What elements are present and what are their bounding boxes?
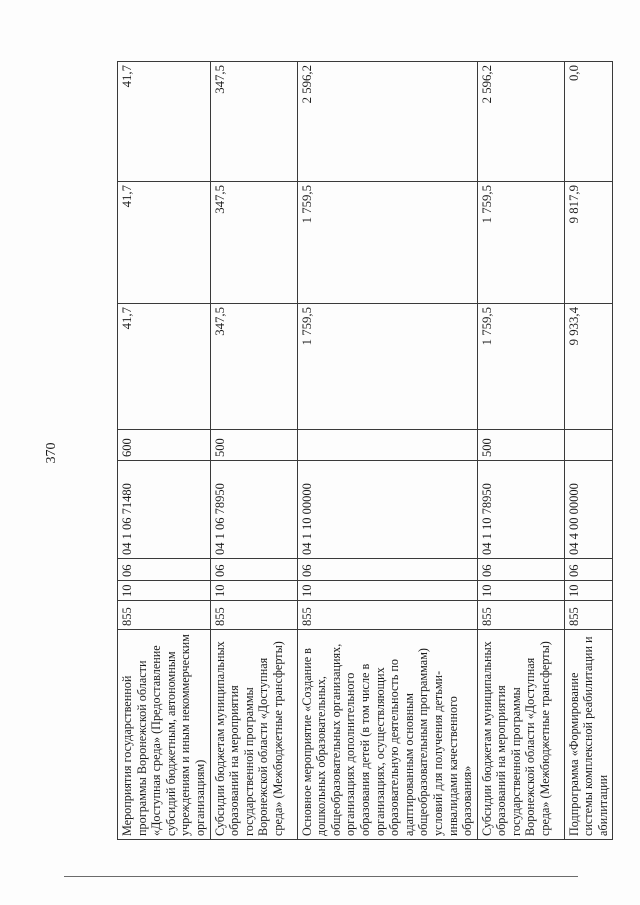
csr-code: 04 1 06 78950 xyxy=(210,461,297,559)
pr-code: 06 xyxy=(210,559,297,581)
grbs-code: 855 xyxy=(297,601,477,630)
pr-code: 06 xyxy=(564,559,613,581)
pr-code: 06 xyxy=(297,559,477,581)
table-row xyxy=(118,62,211,840)
pr-code: 06 xyxy=(477,559,564,581)
value-year-1: 1 759,5 xyxy=(477,304,564,430)
value-year-3: 2 596,2 xyxy=(477,62,564,182)
value-year-1: 9 933,4 xyxy=(564,304,613,430)
rz-code: 10 xyxy=(297,581,477,601)
page-number-text: 370 xyxy=(44,442,59,464)
vr-code: 600 xyxy=(118,430,211,461)
row-name: Мероприятия государственной программы Воронежской области «Доступная среда» (Предоставление субсидий бюджетным, автономным учреждениям и иным некоммерческим организациям) xyxy=(118,630,211,840)
row-name: Основное мероприятие «Создание в дошкольных образовательных, общеобразовательных организациях, организациях дополнительного образования детей (в том числе в организациях, осуществляющих образовательную деятельность по адаптированным основным общеобразовательным программам) условий для получения детьми-инвалидами качественного образования» xyxy=(297,630,477,840)
value-year-3: 0,0 xyxy=(564,62,613,182)
table-row xyxy=(210,62,297,840)
rz-code: 10 xyxy=(564,581,613,601)
csr-code: 04 1 10 00000 xyxy=(297,461,477,559)
table-row xyxy=(297,62,477,840)
rz-code: 10 xyxy=(477,581,564,601)
value-year-2: 9 817,9 xyxy=(564,182,613,304)
value-year-3: 41,7 xyxy=(118,62,211,182)
rz-code: 10 xyxy=(118,581,211,601)
page-divider xyxy=(64,876,578,877)
grbs-code: 855 xyxy=(564,601,613,630)
grbs-code: 855 xyxy=(477,601,564,630)
row-name: Субсидии бюджетам муниципальных образований на мероприятия государственной программы Воронежской области «Доступная среда» (Межбюджетные трансферты) xyxy=(210,630,297,840)
vr-code xyxy=(297,430,477,461)
budget-table-sheet xyxy=(117,62,610,840)
csr-code: 04 1 10 78950 xyxy=(477,461,564,559)
grbs-code: 855 xyxy=(118,601,211,630)
csr-code: 04 4 00 00000 xyxy=(564,461,613,559)
rz-code: 10 xyxy=(210,581,297,601)
row-name: Подпрограмма «Формирование системы комплексной реабилитации и абилитации xyxy=(564,630,613,840)
value-year-2: 41,7 xyxy=(118,182,211,304)
table-row xyxy=(477,62,564,840)
value-year-3: 2 596,2 xyxy=(297,62,477,182)
value-year-2: 1 759,5 xyxy=(297,182,477,304)
value-year-1: 347,5 xyxy=(210,304,297,430)
vr-code xyxy=(564,430,613,461)
row-name: Субсидии бюджетам муниципальных образований на мероприятия государственной программы Воронежской области «Доступная среда» (Межбюджетные трансферты) xyxy=(477,630,564,840)
csr-code: 04 1 06 71480 xyxy=(118,461,211,559)
vr-code: 500 xyxy=(477,430,564,461)
value-year-2: 1 759,5 xyxy=(477,182,564,304)
pr-code: 06 xyxy=(118,559,211,581)
grbs-code: 855 xyxy=(210,601,297,630)
value-year-2: 347,5 xyxy=(210,182,297,304)
budget-table xyxy=(117,61,613,840)
value-year-1: 41,7 xyxy=(118,304,211,430)
value-year-3: 347,5 xyxy=(210,62,297,182)
table-row xyxy=(564,62,613,840)
value-year-1: 1 759,5 xyxy=(297,304,477,430)
vr-code: 500 xyxy=(210,430,297,461)
